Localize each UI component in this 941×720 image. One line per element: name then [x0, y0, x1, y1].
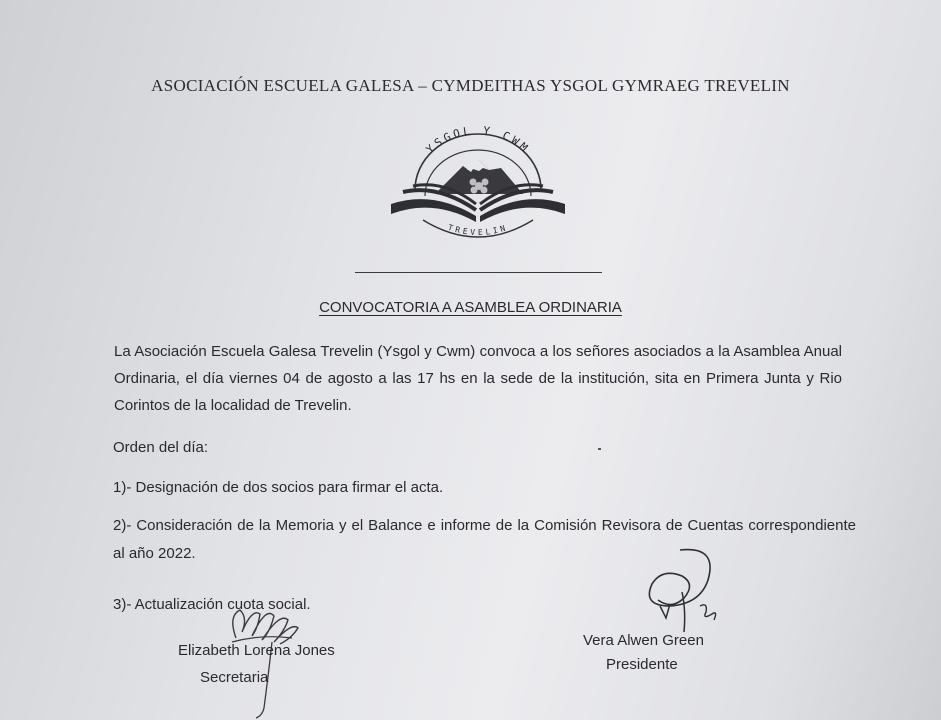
- svg-text:YSGOL Y CWM: [424, 124, 533, 156]
- president-role: Presidente: [606, 656, 678, 673]
- paper-speck: [598, 448, 601, 450]
- school-logo: [383, 124, 573, 252]
- logo-bottom-text: TREVELIN: [446, 222, 510, 238]
- organization-header: ASOCIACIÓN ESCUELA GALESA – CYMDEITHAS YSGOL GYMRAEG TREVELIN: [151, 76, 790, 95]
- agenda-item-2: 2)- Consideración de la Memoria y el Balance e informe de la Comisión Revisora de Cuentas correspondiente al año 2022.: [113, 517, 856, 562]
- header-divider: [355, 272, 602, 273]
- agenda-heading: Orden del día:: [113, 439, 209, 456]
- agenda-item-1: 1)- Designación de dos socios para firmar el acta.: [113, 479, 444, 496]
- notice-title: CONVOCATORIA A ASAMBLEA ORDINARIA: [319, 299, 622, 316]
- president-name: Vera Alwen Green: [583, 632, 704, 649]
- secretary-handwritten-signature: [222, 598, 312, 720]
- agenda-item-3: 3)- Actualización cuota social.: [113, 596, 311, 613]
- secretary-role: Secretaria: [200, 669, 269, 686]
- logo-top-text: YSGOL Y CWM: [423, 124, 533, 157]
- secretary-name: Elizabeth Lorena Jones: [178, 642, 335, 659]
- notice-paragraph: La Asociación Escuela Galesa Trevelin (Ysgol y Cwm) convoca a los señores asociados a la Asamblea Anual Ordinaria, el día viernes 04 de agosto a las 17 hs en la sede de la institución, sita en Primera Junta y Rio Corintos de la localidad de Trevelin.: [114, 343, 842, 414]
